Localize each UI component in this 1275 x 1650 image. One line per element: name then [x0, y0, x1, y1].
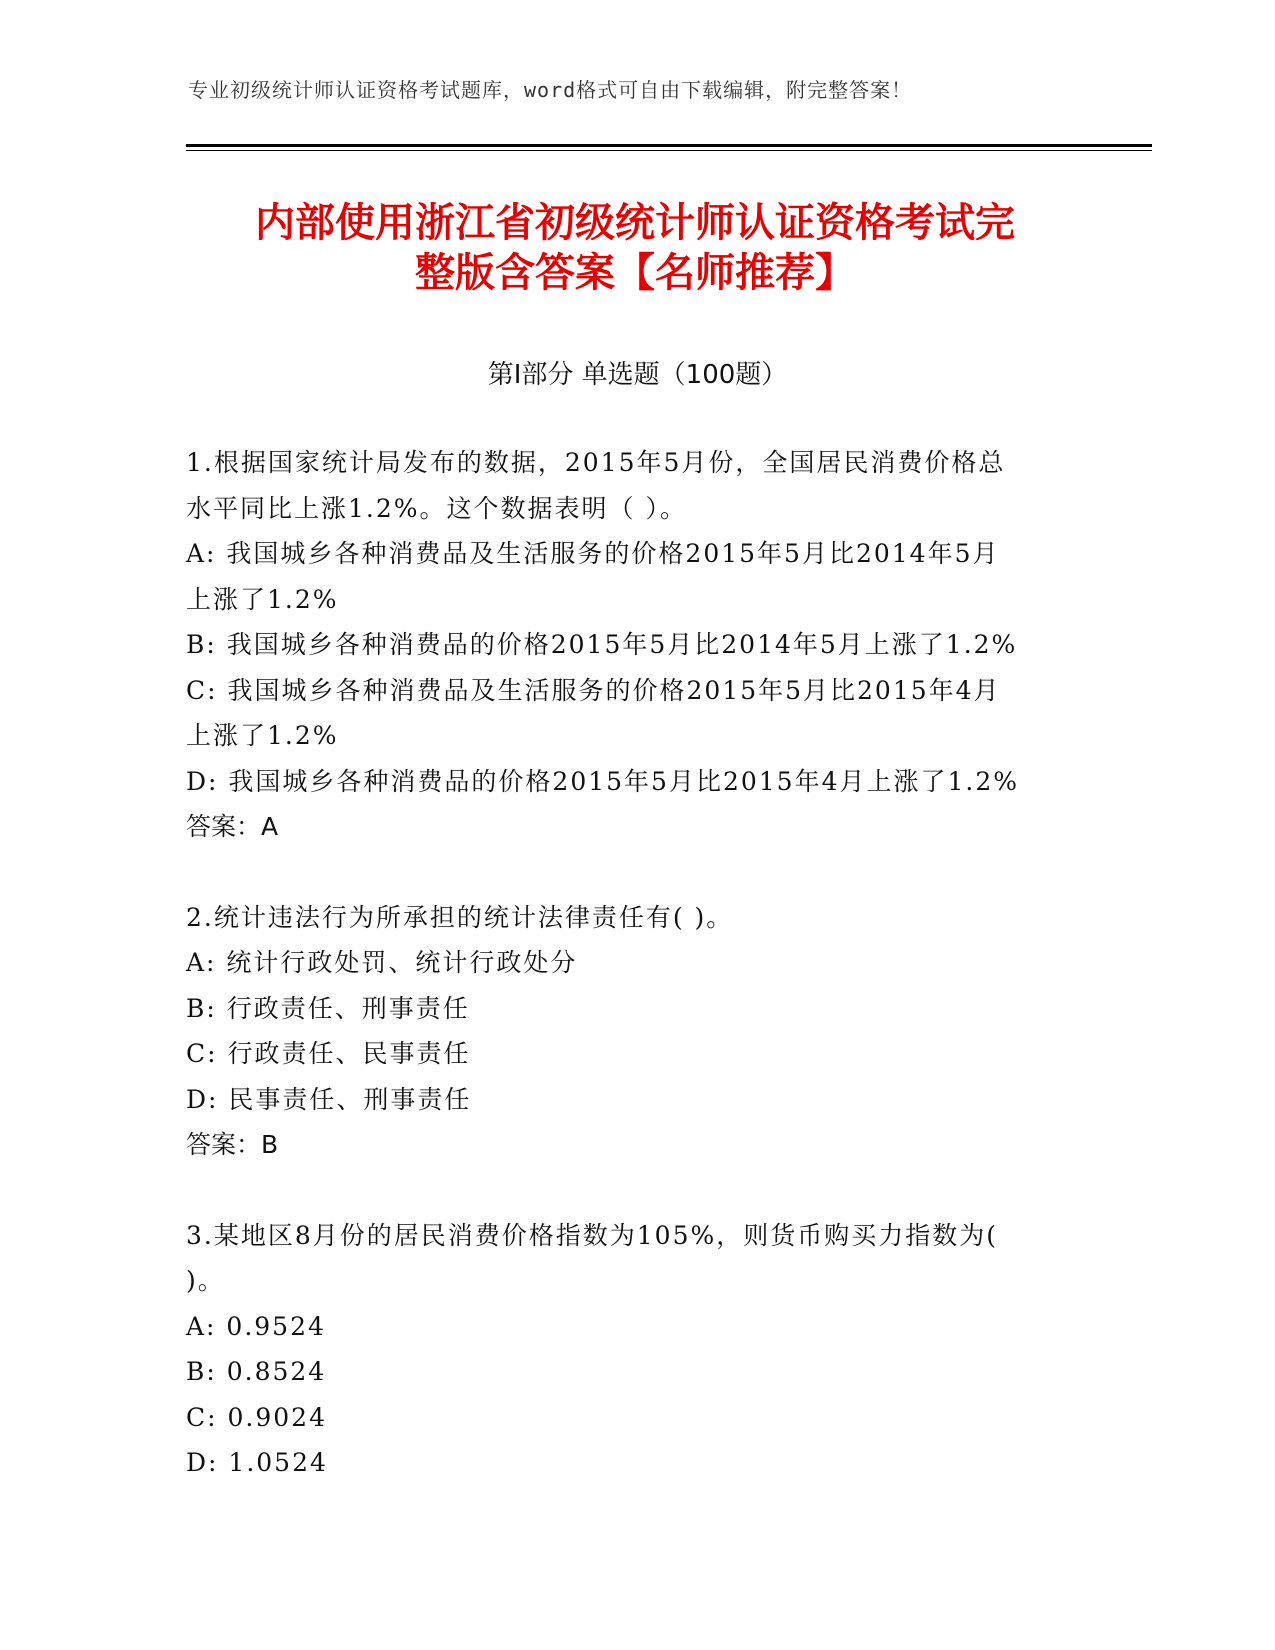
question-stem-line: 1.根据国家统计局发布的数据，2015年5月份，全国居民消费价格总: [186, 448, 1006, 477]
answer-label: 答案：A: [186, 812, 279, 841]
option-d: D: 1.0524: [186, 1448, 328, 1477]
question-2: [186, 895, 1086, 1168]
question-3: [186, 1213, 1086, 1486]
question-list: [186, 440, 1086, 1531]
title-line-2: 整版含答案【名师推荐】: [415, 250, 855, 296]
option-c: C: 行政责任、民事责任: [186, 1039, 471, 1068]
page-header-text: 专业初级统计师认证资格考试题库，word格式可自由下载编辑，附完整答案！: [188, 78, 913, 102]
option-b: B: 我国城乡各种消费品的价格2015年5月比2014年5月上涨了1.2%: [186, 630, 1018, 659]
option-c-continued: 上涨了1.2%: [186, 721, 339, 750]
option-a: A: 统计行政处罚、统计行政处分: [186, 948, 578, 977]
option-c: C: 0.9024: [186, 1402, 327, 1432]
option-d: D: 民事责任、刑事责任: [186, 1084, 472, 1114]
option-b: B: 行政责任、刑事责任: [186, 993, 470, 1023]
question-stem-line: 2.统计违法行为所承担的统计法律责任有( )。: [186, 902, 734, 932]
question-1: [186, 440, 1086, 850]
title-line-1: 内部使用浙江省初级统计师认证资格考试完: [255, 200, 1015, 246]
question-stem-line: 水平同比上涨1.2%。这个数据表明（ ）。: [186, 493, 687, 523]
question-stem-line: )。: [186, 1266, 225, 1295]
option-c: C: 我国城乡各种消费品及生活服务的价格2015年5月比2015年4月: [186, 675, 1001, 705]
header-divider-thick: [186, 144, 1152, 147]
option-a: A: 我国城乡各种消费品及生活服务的价格2015年5月比2014年5月: [186, 539, 1000, 568]
header-divider-thin: [186, 150, 1152, 151]
question-stem-line: 3.某地区8月份的居民消费价格指数为105%，则货币购买力指数为(: [186, 1220, 998, 1250]
option-b: B: 0.8524: [186, 1357, 327, 1386]
document-title: [170, 198, 1100, 298]
option-d: D: 我国城乡各种消费品的价格2015年5月比2015年4月上涨了1.2%: [186, 766, 1019, 796]
section-heading: 第Ⅰ部分 单选题（100题）: [487, 360, 788, 390]
answer-label: 答案：B: [186, 1130, 279, 1159]
option-a-continued: 上涨了1.2%: [186, 584, 339, 614]
option-a: A: 0.9524: [186, 1311, 326, 1341]
